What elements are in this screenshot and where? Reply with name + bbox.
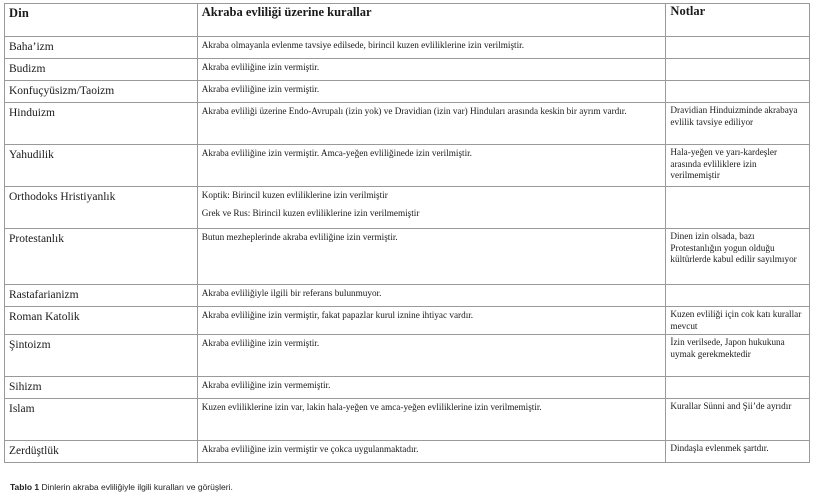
notes-cell: Dinen izin olsada, bazı Protestanlığın yogun olduğu kültürlerde kabul edilir sayılmıyor [666, 229, 810, 285]
table-row [5, 441, 810, 463]
rules-cell [197, 285, 666, 307]
rule-text: Akraba evliliği üzerine Endo-Avrupalı (izin yok) ve Dravidian (izin var) Hinduları arasında keskin bir ayrım vardır. [201, 106, 627, 116]
notes-cell [666, 81, 810, 103]
notes-cell [666, 187, 810, 229]
religion-cell: Rastafarianizm [5, 285, 198, 307]
column-header-notes: Notlar [666, 4, 810, 37]
notes-cell: Dindaşla evlenmek şartdır. [666, 441, 810, 463]
rule-text: Akraba evliliğine izin vermiştir. [201, 84, 320, 94]
rule-text: Koptik: Birincil kuzen evliliklerine izin verilmiştir [201, 190, 388, 200]
rule-text: Akraba evliliğiyle ilgili bir referans bulunmuyor. [201, 288, 382, 298]
table-row [5, 399, 810, 441]
notes-cell: İzin verilsede, Japon hukukuna uymak gerekmektedir [666, 335, 810, 377]
rules-cell [197, 81, 666, 103]
notes-cell: Kurallar Sünni and Şii’de ayrıdır [666, 399, 810, 441]
notes-cell [666, 285, 810, 307]
rules-cell [197, 59, 666, 81]
notes-cell: Hala-yeğen ve yarı-kardeşler arasında evliliklere izin verilmemiştir [666, 145, 810, 187]
caption-text: Dinlerin akraba evliliğiyle ilgili kuralları ve görüşleri. [39, 482, 233, 492]
rules-cell [197, 441, 666, 463]
religion-cell: Sihizm [5, 377, 198, 399]
table-row [5, 187, 810, 229]
table-row [5, 37, 810, 59]
rules-cell [197, 37, 666, 59]
religion-rules-table [4, 3, 810, 463]
religion-cell: Zerdüştlük [5, 441, 198, 463]
notes-cell [666, 377, 810, 399]
table-header-row [5, 4, 810, 37]
rules-cell [197, 377, 666, 399]
table-row [5, 103, 810, 145]
table-body [5, 37, 810, 463]
table-row [5, 145, 810, 187]
column-header-religion: Din [5, 4, 198, 37]
rule-text: Akraba evliliğine izin vermiştir. Amca-yeğen evliliğinede izin verilmiştir. [201, 148, 472, 158]
rule-text: Butun mezheplerinde akraba evliliğine izin vermiştir. [201, 232, 398, 242]
religion-cell: Baha’izm [5, 37, 198, 59]
table-row [5, 285, 810, 307]
religion-cell: Roman Katolik [5, 307, 198, 335]
rule-text: Akraba evliliğine izin vermiştir, fakat papazlar kurul iznine ihtiyac vardır. [201, 310, 474, 320]
rule-text: Grek ve Rus: Birincil kuzen evliliklerine izin verilmemiştir [201, 207, 420, 218]
rule-text: Akraba olmayanla evlenme tavsiye edilsede, birincil kuzen evliliklerine izin verilmiştir. [201, 40, 525, 50]
religion-cell: Protestanlık [5, 229, 198, 285]
rule-text: Akraba evliliğine izin vermiştir. [201, 338, 320, 349]
religion-cell: Orthodoks Hristiyanlık [5, 187, 198, 229]
religion-cell: Hinduizm [5, 103, 198, 145]
rule-text: Akraba evliliğine izin vermiştir. [201, 62, 320, 72]
religion-cell: Yahudilik [5, 145, 198, 187]
column-header-rules: Akraba evliliği üzerine kurallar [197, 4, 666, 37]
religion-cell: Islam [5, 399, 198, 441]
rules-cell [197, 103, 666, 145]
table-row [5, 229, 810, 285]
table-row [5, 377, 810, 399]
rule-text: Akraba evliliğine izin vermemiştir. [201, 380, 331, 391]
religion-cell: Konfuçyüsizm/Taoizm [5, 81, 198, 103]
caption-label: Tablo 1 [10, 482, 40, 492]
table-caption [10, 482, 233, 492]
table-row [5, 307, 810, 335]
religion-cell: Şintoizm [5, 335, 198, 377]
rules-cell [197, 187, 666, 229]
table-row [5, 335, 810, 377]
rules-cell [197, 145, 666, 187]
rule-text: Kuzen evliliklerine izin var, lakin hala-yeğen ve amca-yeğen evliliklerine izin verilmemiştir. [201, 402, 542, 413]
notes-cell [666, 37, 810, 59]
rules-cell [197, 307, 666, 335]
notes-cell [666, 59, 810, 81]
table-row [5, 59, 810, 81]
rule-text: Akraba evliliğine izin vermiştir ve çokca uygulanmaktadır. [201, 444, 419, 455]
rules-cell [197, 399, 666, 441]
rules-cell [197, 229, 666, 285]
rules-cell [197, 335, 666, 377]
notes-cell: Kuzen evliliği için cok katı kurallar mevcut [666, 307, 810, 335]
religion-cell: Budizm [5, 59, 198, 81]
notes-cell: Dravidian Hinduizminde akrabaya evlilik tavsiye ediliyor [666, 103, 810, 145]
table-row [5, 81, 810, 103]
